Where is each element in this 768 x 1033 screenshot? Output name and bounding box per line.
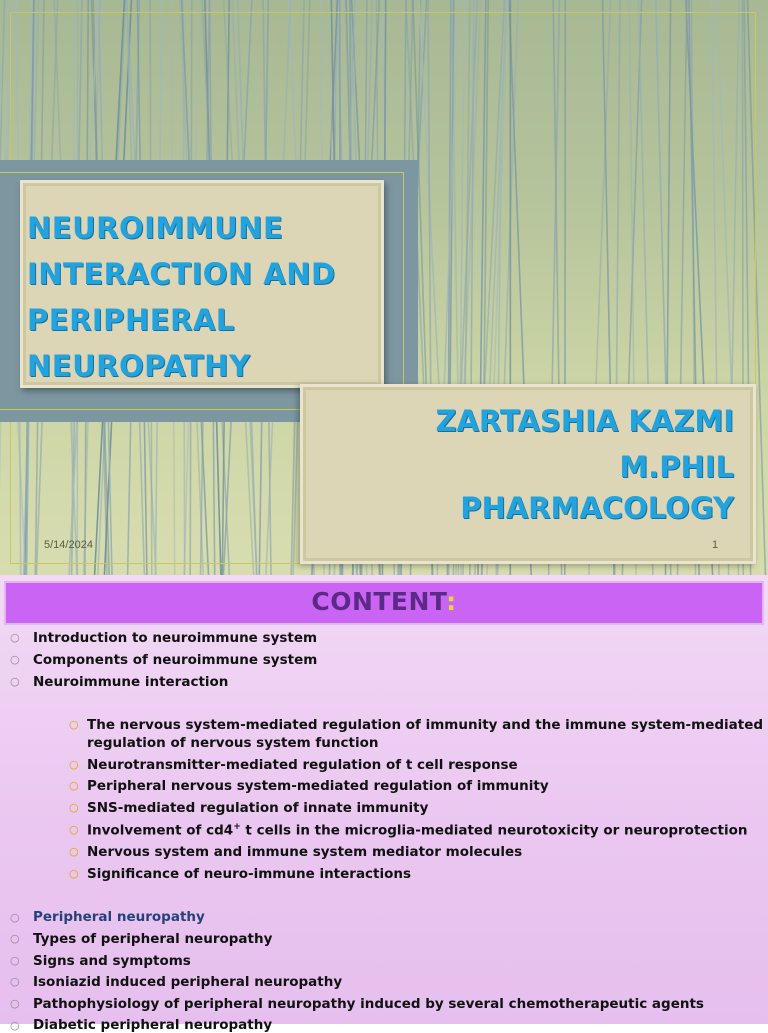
bullet-icon: ○	[69, 758, 79, 771]
slide-number: 1	[712, 539, 718, 551]
bullet-icon: ○	[10, 911, 20, 924]
author-name: ZARTASHIA KAZMI	[435, 404, 734, 438]
bullet-icon: ○	[69, 867, 79, 880]
bullet-icon: ○	[69, 718, 79, 731]
title-line: INTERACTION AND	[27, 251, 377, 297]
author-degree: M.PHIL	[619, 450, 734, 484]
author-box	[300, 384, 756, 564]
bullet-icon: ○	[10, 954, 20, 967]
bullet-icon: ○	[10, 675, 20, 688]
bullet-icon: ○	[10, 997, 20, 1010]
content-heading-colon: :	[446, 587, 457, 616]
bullet-icon: ○	[69, 779, 79, 792]
slide-date: 5/14/2024	[44, 539, 93, 551]
title-line: NEUROIMMUNE	[27, 205, 377, 251]
bullet-icon: ○	[69, 823, 79, 836]
content-slide: CONTENT: ○ Introduction to neuroimmune system ○ Components of neuroimmune system ○ Neuroimmune interaction ○ The nervous system-mediated regulation of immunity and the immune system-mediated regulation of nervous system function ○ Neurotransmitter-mediated regulation of t cell response ○ Peripheral nervous system-mediated regulation of immunity ○ SNS-mediated regulation of innate immunity ○ Involvement of cd4+ t cells in the microglia-mediated neurotoxicity or neuroprotection ○ Nervous system and immune system mediator molecules ○ Significance of neuro-immune interactions ○ Peripheral neuropathy ○ Types of peripheral neuropathy ○ Signs and symptoms ○ Isoniazid induced peripheral neuropathy ○ Pathophysiology of peripheral neuropathy induced by several chemotherapeutic agents ○ Diabetic peripheral neuropathy	[0, 575, 768, 1024]
bullet-icon: ○	[10, 975, 20, 988]
content-heading	[0, 587, 768, 616]
bullet-icon: ○	[69, 845, 79, 858]
title-line: PERIPHERAL	[27, 297, 377, 343]
content-heading-text: CONTENT	[311, 587, 446, 616]
bullet-icon: ○	[10, 653, 20, 666]
bullet-icon: ○	[69, 801, 79, 814]
bullet-icon: ○	[10, 932, 20, 945]
title-line: NEUROPATHY	[27, 343, 377, 389]
bullet-icon: ○	[10, 1019, 20, 1032]
presentation-title	[27, 205, 377, 389]
author-field: PHARMACOLOGY	[460, 491, 734, 525]
bullet-icon: ○	[10, 631, 20, 644]
